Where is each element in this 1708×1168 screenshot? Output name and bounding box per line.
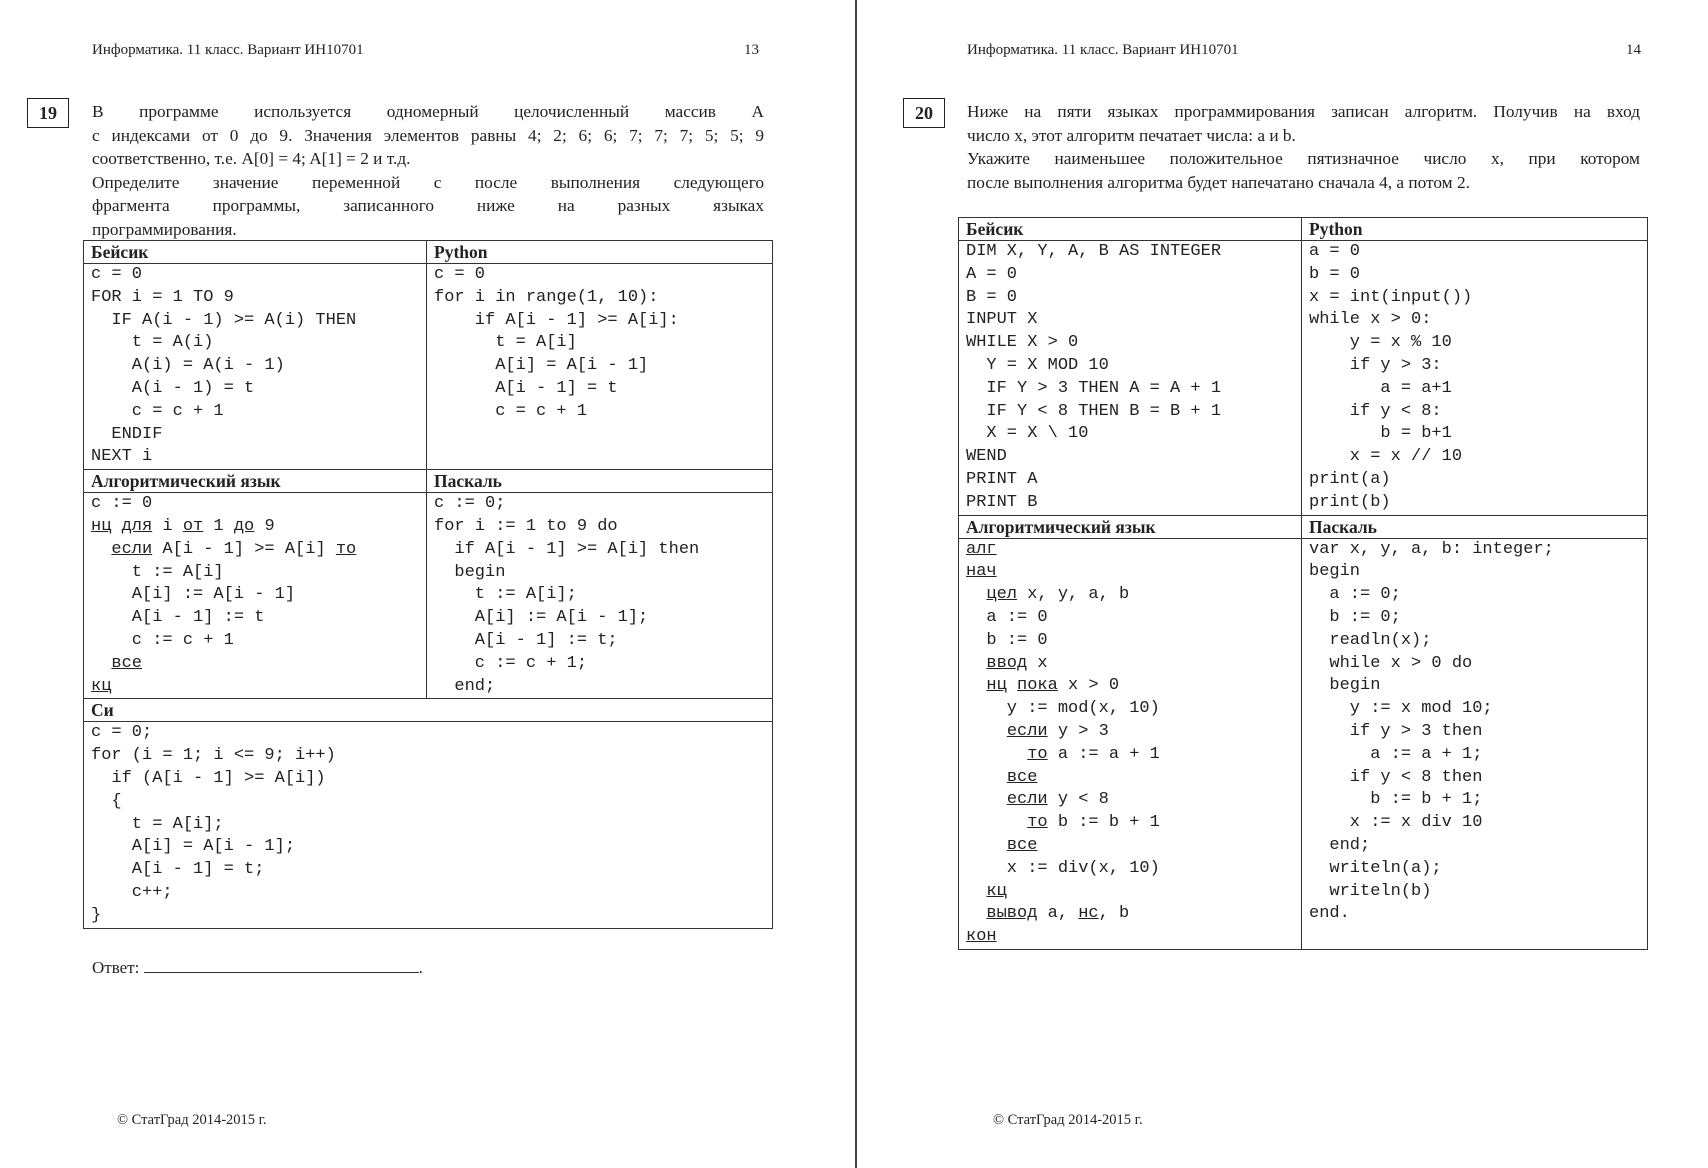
intro-line: число x, этот алгоритм печатает числа: a и b. [967, 125, 1296, 145]
task-line: Определите значение переменной c после выполнения следующего [92, 172, 764, 192]
page-footer: © СтатГрад 2014-2015 г. [117, 1112, 267, 1128]
lang-header-pascal: Паскаль [427, 470, 773, 493]
code-table [83, 240, 773, 929]
lang-header-algo: Алгоритмический язык [84, 470, 427, 493]
page-right [856, 0, 1708, 1168]
task-line: фрагмента программы, записанного ниже на разных языках [92, 196, 764, 215]
task-line: после выполнения алгоритма будет напечатано сначала 4, а потом 2. [967, 172, 1470, 192]
code-pascal: c := 0; for i := 1 to 9 do if A[i - 1] >= A[i] then begin t := A[i]; A[i] := A[i - 1]; A[i - 1] := t; c := c + 1; end; [427, 493, 773, 699]
intro-line: В программе используется одномерный целочисленный массив A [92, 102, 764, 121]
question-text [967, 100, 1640, 194]
page-header: Информатика. 11 класс. Вариант ИН10701 [92, 42, 364, 58]
code-algo: алг нач цел x, y, a, b a := 0 b := 0 ввод x нц пока x > 0 y := mod(x, 10) если y > 3 то a := a + 1 все если y < 8 то b := b + 1 все x := div(x, 10) кц вывод a, нс, b кон [959, 538, 1302, 949]
task-line: Укажите наименьшее положительное пятизначное число x, при котором [967, 149, 1640, 168]
code-basic: DIM X, Y, A, B AS INTEGER A = 0 B = 0 INPUT X WHILE X > 0 Y = X MOD 10 IF Y > 3 THEN A = A + 1 IF Y < 8 THEN B = B + 1 X = X \ 10 WEND PRINT A PRINT B [959, 241, 1302, 516]
task-line: программирования. [92, 219, 237, 239]
question-text [92, 100, 764, 241]
page-footer: © СтатГрад 2014-2015 г. [993, 1112, 1143, 1128]
answer-area [92, 958, 423, 978]
intro-line: соответственно, т.е. A[0] = 4; A[1] = 2 и т.д. [92, 149, 411, 168]
intro-line: Ниже на пяти языках программирования записан алгоритм. Получив на вход [967, 102, 1640, 121]
code-pascal: var x, y, a, b: integer; begin a := 0; b := 0; readln(x); while x > 0 do begin y := x mod 10; if y > 3 then a := a + 1; if y < 8 then b := b + 1; x := x div 10 end; writeln(a); writeln(b) end. [1302, 538, 1648, 949]
lang-header-basic: Бейсик [959, 218, 1302, 241]
answer-input-line[interactable] [144, 958, 419, 973]
page-number: 14 [1626, 42, 1641, 58]
code-algo: c := 0 нц для i от 1 до 9 если A[i - 1] >= A[i] то t := A[i] A[i] := A[i - 1] A[i - 1] := t c := c + 1 все кц [84, 493, 427, 699]
code-table [958, 217, 1648, 950]
intro-line: с индексами от 0 до 9. Значения элементов равны 4; 2; 6; 6; 7; 7; 7; 5; 5; 9 [92, 125, 764, 145]
code-python: a = 0 b = 0 x = int(input()) while x > 0: y = x % 10 if y > 3: a = a+1 if y < 8: b = b+1 x = x // 10 print(a) print(b) [1302, 241, 1648, 516]
lang-header-basic: Бейсик [84, 241, 427, 264]
answer-label: Ответ: [92, 958, 140, 977]
page-header: Информатика. 11 класс. Вариант ИН10701 [967, 42, 1239, 58]
lang-header-pascal: Паскаль [1302, 515, 1648, 538]
lang-header-python: Python [1302, 218, 1648, 241]
code-python: c = 0 for i in range(1, 10): if A[i - 1] >= A[i]: t = A[i] A[i] = A[i - 1] A[i - 1] = t c = c + 1 [427, 264, 773, 470]
code-basic: c = 0 FOR i = 1 TO 9 IF A(i - 1) >= A(i) THEN t = A(i) A(i) = A(i - 1) A(i - 1) = t c = c + 1 ENDIF NEXT i [84, 264, 427, 470]
question-number: 20 [903, 98, 945, 128]
question-number: 19 [27, 98, 69, 128]
lang-header-c: Си [84, 699, 773, 722]
code-c: c = 0; for (i = 1; i <= 9; i++) if (A[i - 1] >= A[i]) { t = A[i]; A[i] = A[i - 1]; A[i - 1] = t; c++; } [84, 722, 773, 928]
lang-header-algo: Алгоритмический язык [959, 515, 1302, 538]
page-number: 13 [744, 42, 759, 58]
lang-header-python: Python [427, 241, 773, 264]
answer-end: . [418, 958, 423, 977]
